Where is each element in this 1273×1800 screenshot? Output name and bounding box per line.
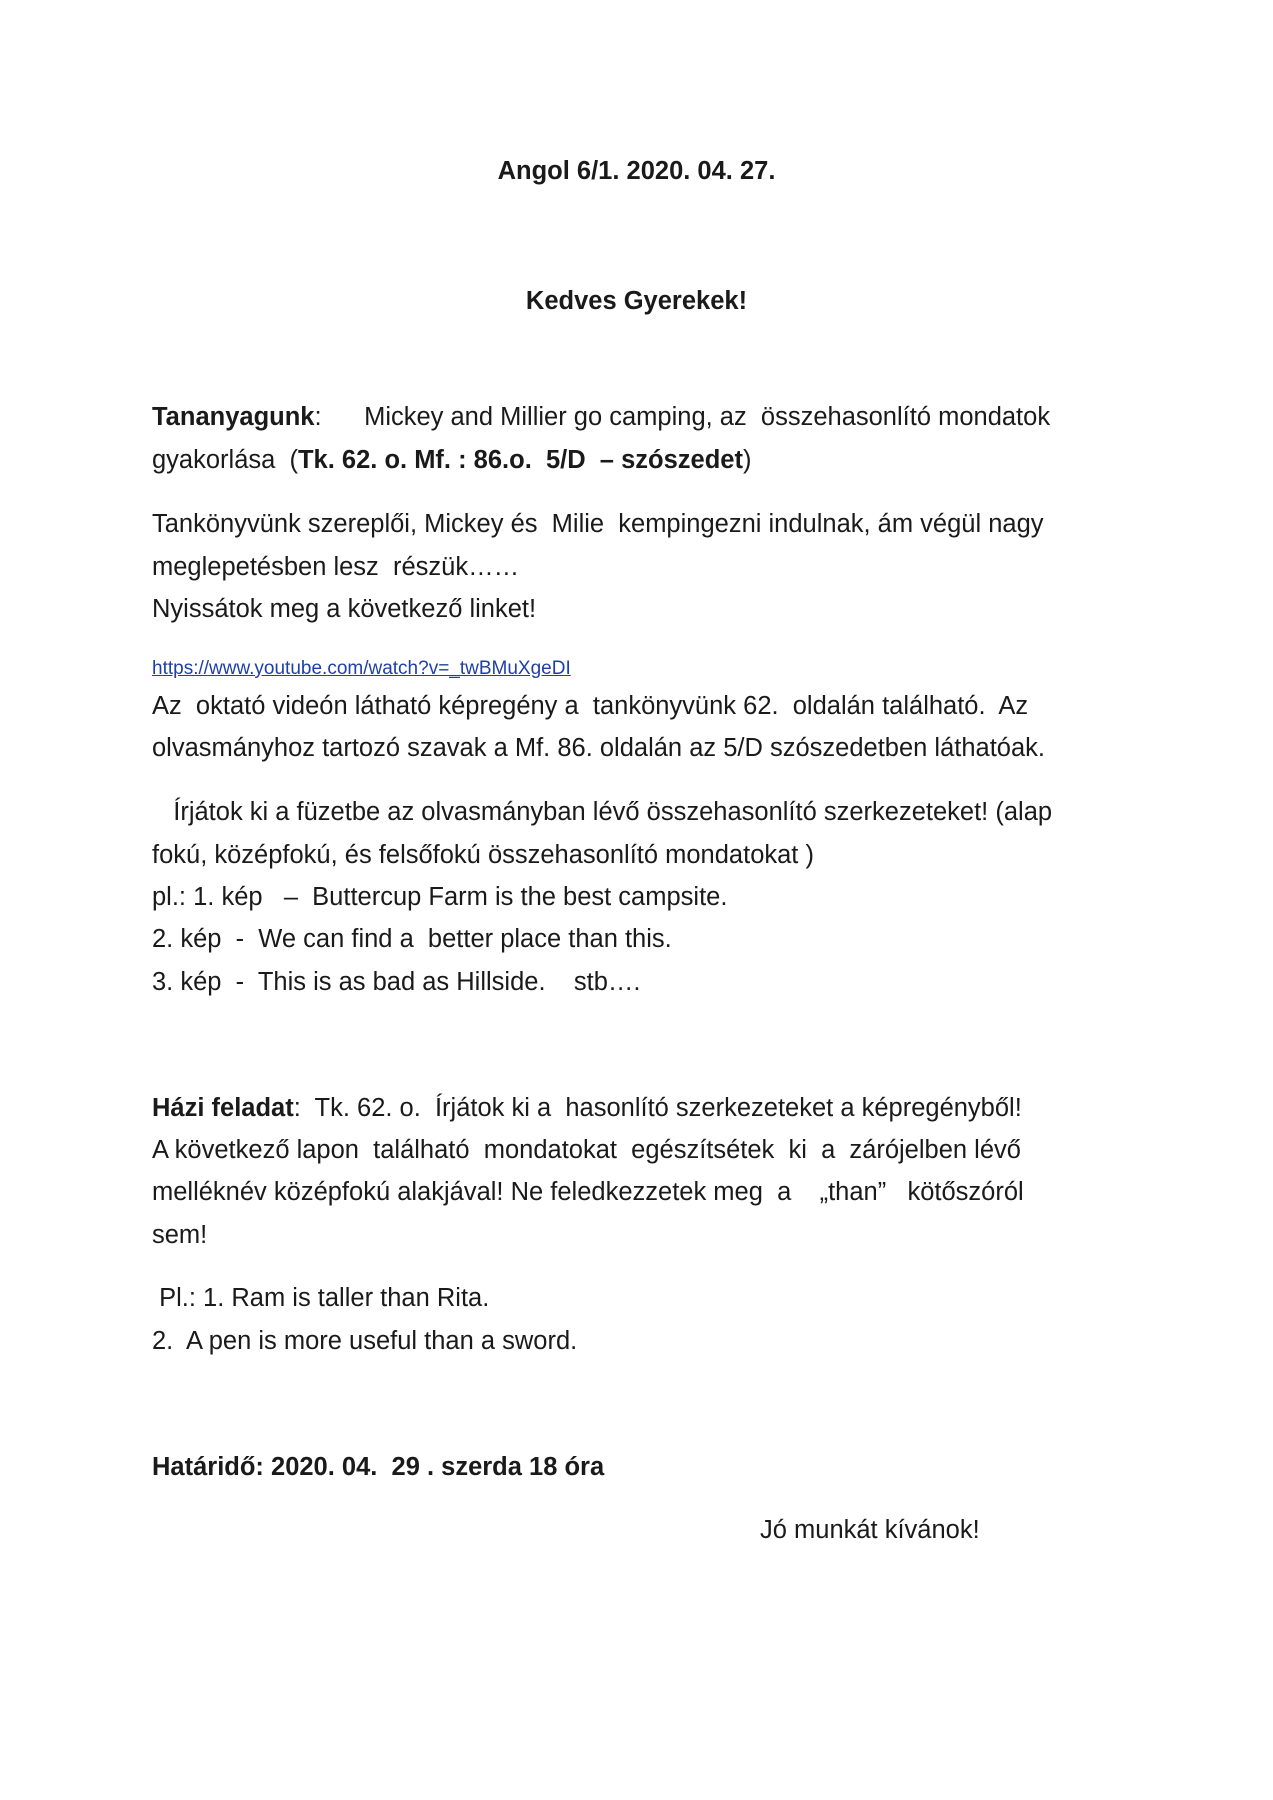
video-line: olvasmányhoz tartozó szavak a Mf. 86. oldalán az 5/D szószedetben láthatóak. — [152, 734, 1045, 762]
tananyag-line-1 — [152, 402, 1050, 432]
task-line: 2. kép - We can find a better place than this. — [152, 925, 672, 953]
task-line: fokú, középfokú, és felsőfokú összehasonlító mondatokat ) — [152, 841, 814, 869]
example-line: 2. A pen is more useful than a sword. — [152, 1327, 578, 1355]
task-line: 3. kép - This is as bad as Hillside. stb…. — [152, 968, 641, 996]
homework-line: melléknév középfokú alakjával! Ne feledkezzetek meg a „than” kötőszóról — [152, 1178, 1024, 1206]
closing: Jó munkát kívánok! — [760, 1516, 980, 1544]
tananyag-line2-end: ) — [742, 446, 752, 474]
task-line: pl.: 1. kép – Buttercup Farm is the best campsite. — [152, 883, 728, 911]
intro-line: meglepetésben lesz részük…… — [152, 553, 520, 581]
homework-line: A következő lapon található mondatokat egészítsétek ki a zárójelben lévő — [152, 1136, 1021, 1164]
tananyag-line2-start: gyakorlása ( — [152, 446, 298, 474]
tananyag-text: : Mickey and Millier go camping, az összehasonlító mondatok — [314, 403, 1051, 431]
intro-line: Tankönyvünk szereplői, Mickey és Milie kempingezni indulnak, ám végül nagy — [152, 510, 1044, 538]
example-line: Pl.: 1. Ram is taller than Rita. — [152, 1284, 490, 1312]
intro-line: Nyissátok meg a következő linket! — [152, 595, 537, 623]
deadline: Határidő: 2020. 04. 29 . szerda 18 óra — [152, 1453, 605, 1481]
document-heading: Angol 6/1. 2020. 04. 27. — [497, 157, 776, 185]
tananyag-references: Tk. 62. o. Mf. : 86.o. 5/D – szószedet — [297, 446, 743, 474]
tananyag-label: Tananyagunk — [152, 403, 315, 431]
homework-label: Házi feladat — [152, 1094, 294, 1122]
homework-line-1 — [152, 1093, 1022, 1123]
greeting: Kedves Gyerekek! — [525, 287, 748, 315]
task-line: Írjátok ki a füzetbe az olvasmányban lévő összehasonlító szerkezeteket! (alap — [152, 798, 1053, 826]
homework-line: sem! — [152, 1221, 208, 1249]
homework-text: : Tk. 62. o. Írjátok ki a hasonlító szerkezeteket a képregényből! — [293, 1094, 1022, 1122]
tananyag-line-2 — [152, 445, 751, 475]
video-line: Az oktató videón látható képregény a tankönyvünk 62. oldalán található. Az — [152, 692, 1029, 720]
youtube-link[interactable]: https://www.youtube.com/watch?v=_twBMuXgeDI — [152, 658, 571, 679]
